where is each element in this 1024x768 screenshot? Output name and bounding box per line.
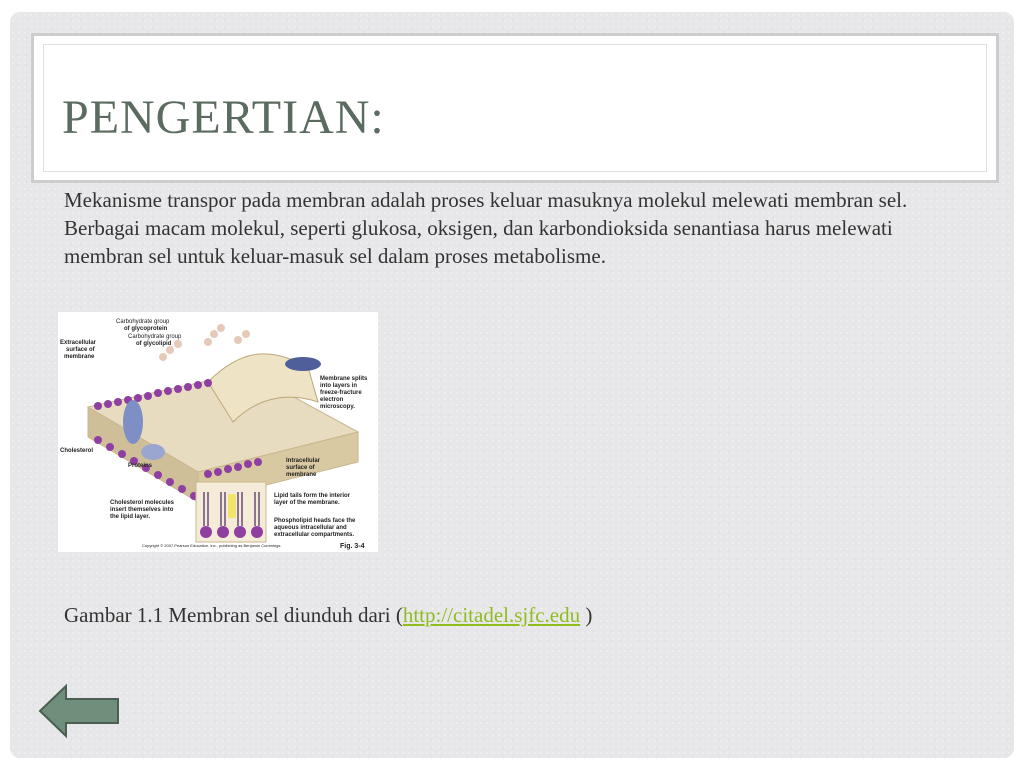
inset-cholesterol xyxy=(228,494,236,518)
caption-prefix: Gambar 1.1 Membran sel diunduh dari ( xyxy=(64,603,403,627)
label-extracellular-1: Extracellular xyxy=(60,340,97,346)
label-carb-glycoprotein-1: Carbohydrate group xyxy=(116,319,170,325)
label-lipid-tails-1: Lipid tails form the interior xyxy=(274,493,351,499)
caption-suffix: ) xyxy=(580,603,593,627)
label-splits-4: electron xyxy=(320,397,344,403)
label-carb-glycolipid-1: Carbohydrate group xyxy=(128,334,182,340)
label-splits-3: freeze-fracture xyxy=(320,390,362,396)
caption-link[interactable]: http://citadel.sjfc.edu xyxy=(402,603,581,627)
label-splits-5: microscopy. xyxy=(320,404,355,410)
protein-channel xyxy=(123,400,143,444)
protein-top xyxy=(285,357,321,371)
label-phospholipid-3: extracellular compartments. xyxy=(274,532,355,538)
label-chol-molecules-1: Cholesterol molecules xyxy=(110,500,175,506)
label-cholesterol: Cholesterol xyxy=(60,448,94,454)
label-chol-molecules-2: insert themselves into xyxy=(110,507,174,513)
label-copyright: Copyright © 2007 Pearson Education, Inc., publishing as Benjamin Cummings. xyxy=(142,543,282,548)
figure-caption xyxy=(64,603,592,628)
membrane-diagram xyxy=(58,312,378,552)
body-paragraph: Mekanisme transpor pada membran adalah proses keluar masuknya molekul melewati membran sel. Berbagai macam molekul, seperti glukosa, oksigen, dan karbondioksida senantiasa harus melewati membran sel untuk keluar-masuk sel dalam proses metabolisme. xyxy=(64,188,908,268)
label-intracellular-2: surface of xyxy=(286,465,315,471)
label-intracellular-1: Intracellular xyxy=(286,458,321,464)
label-phospholipid-2: aqueous intracellular and xyxy=(274,525,347,531)
protein-peripheral xyxy=(141,444,165,460)
label-lipid-tails-2: layer of the membrane. xyxy=(274,500,340,506)
carbohydrate-chains xyxy=(159,324,250,361)
label-chol-molecules-3: the lipid layer. xyxy=(110,514,151,520)
membrane-figure xyxy=(58,312,378,552)
left-arrow-icon xyxy=(38,683,122,739)
label-extracellular-3: membrane xyxy=(64,354,95,360)
label-splits-1: Membrane splits xyxy=(320,376,368,382)
back-button[interactable] xyxy=(38,683,122,739)
title-frame xyxy=(31,33,999,183)
slide-title: PENGERTIAN: xyxy=(62,91,385,144)
label-carb-glycoprotein-2: of glycoprotein xyxy=(124,326,168,332)
label-fig-number: Fig. 3-4 xyxy=(340,543,365,550)
label-phospholipid-1: Phospholipid heads face the xyxy=(274,518,356,524)
label-extracellular-2: surface of xyxy=(66,347,95,353)
label-intracellular-3: membrane xyxy=(286,472,317,478)
label-splits-2: into layers in xyxy=(320,383,358,389)
label-carb-glycolipid-2: of glycolipid xyxy=(136,341,172,347)
label-proteins: Proteins xyxy=(128,463,153,469)
